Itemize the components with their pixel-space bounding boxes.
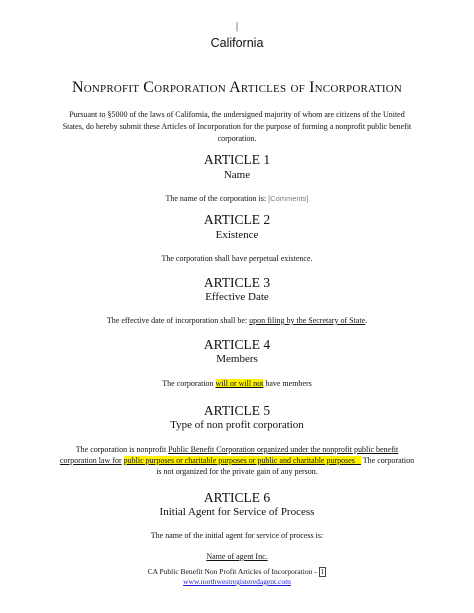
article-4-end: have members — [265, 379, 312, 388]
article-3-subtitle: Effective Date — [205, 291, 269, 303]
article-1-body — [40, 193, 434, 204]
intro-paragraph: Pursuant to §5000 of the laws of California, the undersigned majority of whom are citizens of the United States, do hereby submit these Articles of Incorporation for the purpose of forming a nonprofit public benefit corporation. — [62, 110, 412, 143]
document-title-text: Nonprofit Corporation Articles of Incorporation — [71, 79, 403, 96]
article-6-title: ARTICLE 6 — [203, 490, 271, 505]
article-1-subtitle: Name — [223, 169, 251, 181]
header-state: California — [210, 36, 264, 50]
article-2-subtitle: Existence — [215, 229, 259, 241]
article-3-title: ARTICLE 3 — [203, 275, 271, 290]
comments-field[interactable]: [Comments] — [268, 194, 309, 203]
article-5-subtitle: Type of non profit corporation — [170, 419, 304, 431]
article-4-text: The corporation — [162, 379, 214, 388]
document-title — [0, 78, 474, 98]
corporation-type-field[interactable]: Public Benefit Corporation organized under the nonprofit public benefit corporation law for — [59, 445, 399, 465]
article-4-title: ARTICLE 4 — [203, 337, 271, 352]
footer-text: CA Public Benefit Non Profit Articles of Incorporation - — [147, 567, 317, 576]
article-5-text-a: The corporation is nonprofit — [75, 445, 167, 454]
footer-website-link[interactable]: www.northwestregisteredagent.com — [183, 577, 291, 586]
members-field[interactable]: will or will not — [215, 379, 264, 388]
header-text-cursor: | — [235, 21, 238, 32]
article-1-title: ARTICLE 1 — [203, 152, 271, 167]
article-3-body — [40, 315, 434, 326]
article-2-body: The corporation shall have perpetual existence. — [161, 254, 313, 263]
article-5-title: ARTICLE 5 — [203, 403, 271, 418]
purpose-field-spacer — [355, 456, 361, 465]
article-5-text-b: The corporation is not organized for the private gain of any person. — [156, 456, 415, 476]
article-4-body — [40, 378, 434, 389]
page-number: 1 — [320, 567, 325, 576]
article-5-body — [58, 444, 416, 477]
purpose-field[interactable]: public purposes or charitable purposes or public and charitable purposes — [123, 456, 355, 465]
footer — [0, 567, 474, 577]
article-6-body: The name of the initial agent for service of process is: — [150, 531, 324, 540]
agent-name-field[interactable]: Name of agent Inc. — [206, 552, 268, 561]
article-3-end: . — [365, 316, 368, 325]
article-4-subtitle: Members — [216, 353, 258, 365]
article-1-text: The name of the corporation is: — [165, 194, 267, 203]
article-3-text: The effective date of incorporation shall be: — [106, 316, 248, 325]
effective-date-field[interactable]: upon filing by the Secretary of State — [249, 316, 366, 325]
article-6-subtitle: Initial Agent for Service of Process — [159, 506, 315, 518]
article-2-title: ARTICLE 2 — [203, 212, 271, 227]
